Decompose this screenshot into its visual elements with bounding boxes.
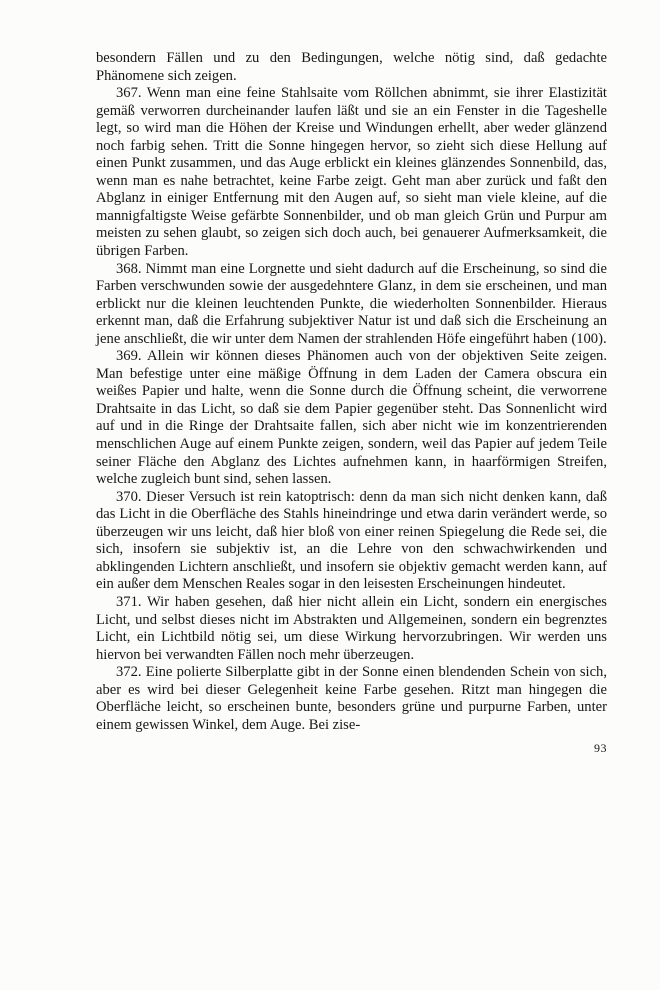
paragraph: 370. Dieser Versuch ist rein katoptrisch: denn da man sich nicht denken kann, daß das Licht in die Oberfläche des Stahls hineindringe und etwa darin verändert werde, so überzeugen wir uns leicht, daß hier bloß von einer reinen Spiegelung die Rede sei, die sich, insofern sie subjektiv ist, an die Lehre von den schwachwirkenden und abklingenden Lichtern anschließt, und insofern sie objektiv gemacht werden kann, auf ein außer dem Menschen Reales sogar in den leisesten Erscheinungen hindeutet. — [96, 488, 607, 593]
page-number: 93 — [594, 741, 607, 756]
paragraph: besondern Fällen und zu den Bedingungen, welche nötig sind, daß gedachte Phänomene sich zeigen. — [96, 50, 607, 84]
paragraph: 367. Wenn man eine feine Stahlsaite vom Röllchen abnimmt, sie ihrer Elastizität gemäß verworren durcheinander laufen läßt und sie an ein Fenster in die Tageshelle legt, so wird man die Höhen der Kreise und Windungen erhellt, aber weder glänzend noch farbig sehen. Tritt die Sonne hingegen hervor, so zieht sich diese Hellung auf einen Punkt zusammen, und das Auge erblickt ein kleines glänzendes Sonnenbild, das, wenn man es nahe betrachtet, keine Farbe zeigt. Geht man aber zurück und faßt den Abglanz in einiger Entfernung mit den Augen auf, so sieht man viele kleine, auf die mannigfaltigste Weise gefärbte Sonnenbilder, und ob man gleich Grün und Purpur am meisten zu sehen glaubt, so zeigen sich doch auch, bei genauerer Aufmerksamkeit, die übrigen Farben. — [96, 85, 607, 260]
paragraph: 369. Allein wir können dieses Phänomen auch von der objektiven Seite zeigen. Man befestige unter eine mäßige Öffnung in dem Laden der Camera obscura ein weißes Papier und halte, wenn die Sonne durch die Öffnung scheint, die verworrene Drahtsaite in das Licht, so daß sie dem Papier gegenüber steht. Das Sonnenlicht wird auf und in die Ringe der Drahtsaite fallen, sich aber nicht wie im konzentrierenden menschlichen Auge auf einem Punkte zeigen, sondern, weil das Papier auf jedem Teile seiner Fläche den Abglanz des Lichtes aufnehmen kann, in haarförmigen Streifen, welche zugleich bunt sind, sehen lassen. — [96, 348, 607, 488]
body-text — [96, 50, 607, 758]
paragraph: 371. Wir haben gesehen, daß hier nicht allein ein Licht, sondern ein energisches Licht, und selbst dieses nicht im Abstrakten und Allgemeinen, sondern ein begrenztes Licht, ein Lichtbild nötig sei, um diese Wirkung hervorzubringen. Wir werden uns hiervon bei verwandten Fällen noch mehr überzeugen. — [96, 593, 607, 663]
paragraphs — [96, 50, 607, 734]
paragraph: 368. Nimmt man eine Lorgnette und sieht dadurch auf die Erscheinung, so sind die Farben verschwunden sowie der ausgedehntere Glanz, in dem sie erscheinen, und man erblickt nur die kleinen leuchtenden Punkte, die wiederholten Sonnenbilder. Hieraus erkennt man, daß die Erfahrung subjektiver Natur ist und daß sich die Erscheinung an jene anschließt, die wir unter dem Namen der strahlenden Höfe eingeführt haben (100). — [96, 260, 607, 347]
paragraph: 372. Eine polierte Silberplatte gibt in der Sonne einen blendenden Schein von sich, aber es wird bei dieser Gelegenheit keine Farbe gesehen. Ritzt man hingegen die Oberfläche leicht, so erscheinen bunte, besonders grüne und purpurne Farben, unter einem gewissen Winkel, dem Auge. Bei zise- — [96, 664, 607, 733]
